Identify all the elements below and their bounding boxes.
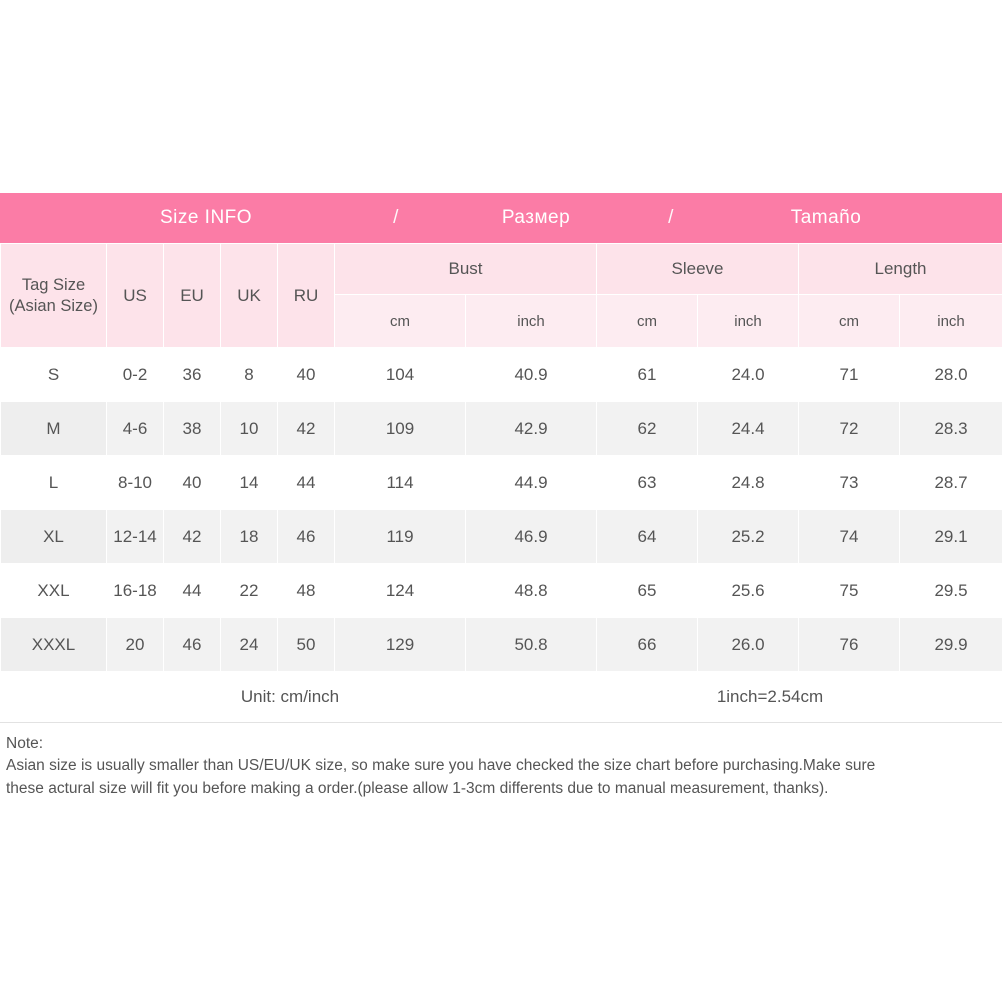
cell-bust-cm: 124: [335, 564, 466, 618]
cell-us: 8-10: [107, 456, 164, 510]
cell-length-cm: 71: [799, 348, 900, 402]
cell-eu: 38: [164, 402, 221, 456]
header-length: Length: [799, 244, 1002, 295]
cell-length-cm: 72: [799, 402, 900, 456]
unit-label: Unit: cm/inch: [240, 687, 340, 706]
table-body: [1, 348, 1002, 672]
note-block: [0, 722, 1002, 800]
cell-bust-cm: 114: [335, 456, 466, 510]
cell-ru: 42: [278, 402, 335, 456]
header-sleeve: Sleeve: [597, 244, 799, 295]
cell-sleeve-inch: 24.4: [698, 402, 799, 456]
header-tag-size: [1, 244, 107, 348]
size-info-title-bar: [0, 193, 1002, 243]
cell-us: 20: [107, 618, 164, 672]
cell-length-cm: 74: [799, 510, 900, 564]
cell-uk: 22: [221, 564, 278, 618]
cell-bust-cm: 109: [335, 402, 466, 456]
table-row: [1, 510, 1002, 564]
cell-bust-cm: 104: [335, 348, 466, 402]
cell-sleeve-cm: 66: [597, 618, 698, 672]
header-bust: Bust: [335, 244, 597, 295]
header-bust-cm: cm: [335, 295, 466, 348]
cell-uk: 24: [221, 618, 278, 672]
title-label-en: Size INFO: [159, 207, 253, 228]
size-table: [0, 243, 1002, 672]
cell-sleeve-cm: 63: [597, 456, 698, 510]
cell-eu: 44: [164, 564, 221, 618]
cell-eu: 40: [164, 456, 221, 510]
cell-uk: 10: [221, 402, 278, 456]
cell-sleeve-inch: 25.2: [698, 510, 799, 564]
cell-length-inch: 29.9: [900, 618, 1002, 672]
cell-length-inch: 28.3: [900, 402, 1002, 456]
cell-us: 12-14: [107, 510, 164, 564]
cell-length-cm: 76: [799, 618, 900, 672]
table-row: [1, 456, 1002, 510]
cell-bust-inch: 48.8: [466, 564, 597, 618]
cell-length-cm: 75: [799, 564, 900, 618]
cell-sleeve-inch: 24.8: [698, 456, 799, 510]
cell-eu: 36: [164, 348, 221, 402]
cell-bust-inch: 46.9: [466, 510, 597, 564]
cell-length-inch: 29.1: [900, 510, 1002, 564]
header-sleeve-cm: cm: [597, 295, 698, 348]
cell-length-cm: 73: [799, 456, 900, 510]
cell-sleeve-cm: 62: [597, 402, 698, 456]
title-label-es: Tamaño: [790, 207, 862, 228]
cell-length-inch: 28.7: [900, 456, 1002, 510]
table-row: [1, 618, 1002, 672]
table-row: [1, 348, 1002, 402]
cell-sleeve-inch: 25.6: [698, 564, 799, 618]
header-ru: RU: [278, 244, 335, 348]
note-line-1: Asian size is usually smaller than US/EU/UK size, so make sure you have checked the size chart before purchasing.Make sure: [6, 757, 876, 775]
cell-ru: 50: [278, 618, 335, 672]
cell-sleeve-cm: 61: [597, 348, 698, 402]
header-length-cm: cm: [799, 295, 900, 348]
cell-bust-cm: 119: [335, 510, 466, 564]
cell-eu: 42: [164, 510, 221, 564]
cell-length-inch: 28.0: [900, 348, 1002, 402]
cell-tag-size: S: [1, 348, 107, 402]
title-separator-2: /: [668, 207, 674, 228]
cell-uk: 18: [221, 510, 278, 564]
cell-bust-inch: 44.9: [466, 456, 597, 510]
cell-tag-size: XXL: [1, 564, 107, 618]
cell-sleeve-inch: 26.0: [698, 618, 799, 672]
cell-bust-inch: 42.9: [466, 402, 597, 456]
cell-ru: 46: [278, 510, 335, 564]
header-length-inch: inch: [900, 295, 1002, 348]
cell-ru: 48: [278, 564, 335, 618]
cell-tag-size: XL: [1, 510, 107, 564]
title-separator-1: /: [393, 207, 399, 228]
cell-eu: 46: [164, 618, 221, 672]
cell-uk: 14: [221, 456, 278, 510]
conversion-label: 1inch=2.54cm: [716, 687, 824, 706]
header-tag-size-line2: (Asian Size): [9, 296, 98, 315]
cell-tag-size: XXXL: [1, 618, 107, 672]
note-heading: Note:: [6, 735, 44, 752]
header-eu: EU: [164, 244, 221, 348]
size-chart: [0, 193, 1002, 800]
header-us: US: [107, 244, 164, 348]
cell-tag-size: M: [1, 402, 107, 456]
table-row: [1, 402, 1002, 456]
unit-row: [0, 672, 1002, 722]
cell-length-inch: 29.5: [900, 564, 1002, 618]
cell-bust-inch: 50.8: [466, 618, 597, 672]
header-tag-size-line1: Tag Size: [21, 275, 86, 294]
header-bust-inch: inch: [466, 295, 597, 348]
cell-ru: 40: [278, 348, 335, 402]
cell-us: 16-18: [107, 564, 164, 618]
cell-sleeve-cm: 64: [597, 510, 698, 564]
table-row: [1, 564, 1002, 618]
cell-sleeve-inch: 24.0: [698, 348, 799, 402]
header-uk: UK: [221, 244, 278, 348]
cell-ru: 44: [278, 456, 335, 510]
cell-tag-size: L: [1, 456, 107, 510]
cell-uk: 8: [221, 348, 278, 402]
cell-us: 0-2: [107, 348, 164, 402]
cell-us: 4-6: [107, 402, 164, 456]
header-sleeve-inch: inch: [698, 295, 799, 348]
cell-sleeve-cm: 65: [597, 564, 698, 618]
cell-bust-cm: 129: [335, 618, 466, 672]
note-line-2: these actural size will fit you before making a order.(please allow 1-3cm differents due to manual measurement, thanks).: [6, 779, 829, 797]
cell-bust-inch: 40.9: [466, 348, 597, 402]
table-head: [1, 244, 1002, 348]
table-header-row-1: [1, 244, 1002, 295]
title-label-ru: Размер: [501, 207, 571, 228]
